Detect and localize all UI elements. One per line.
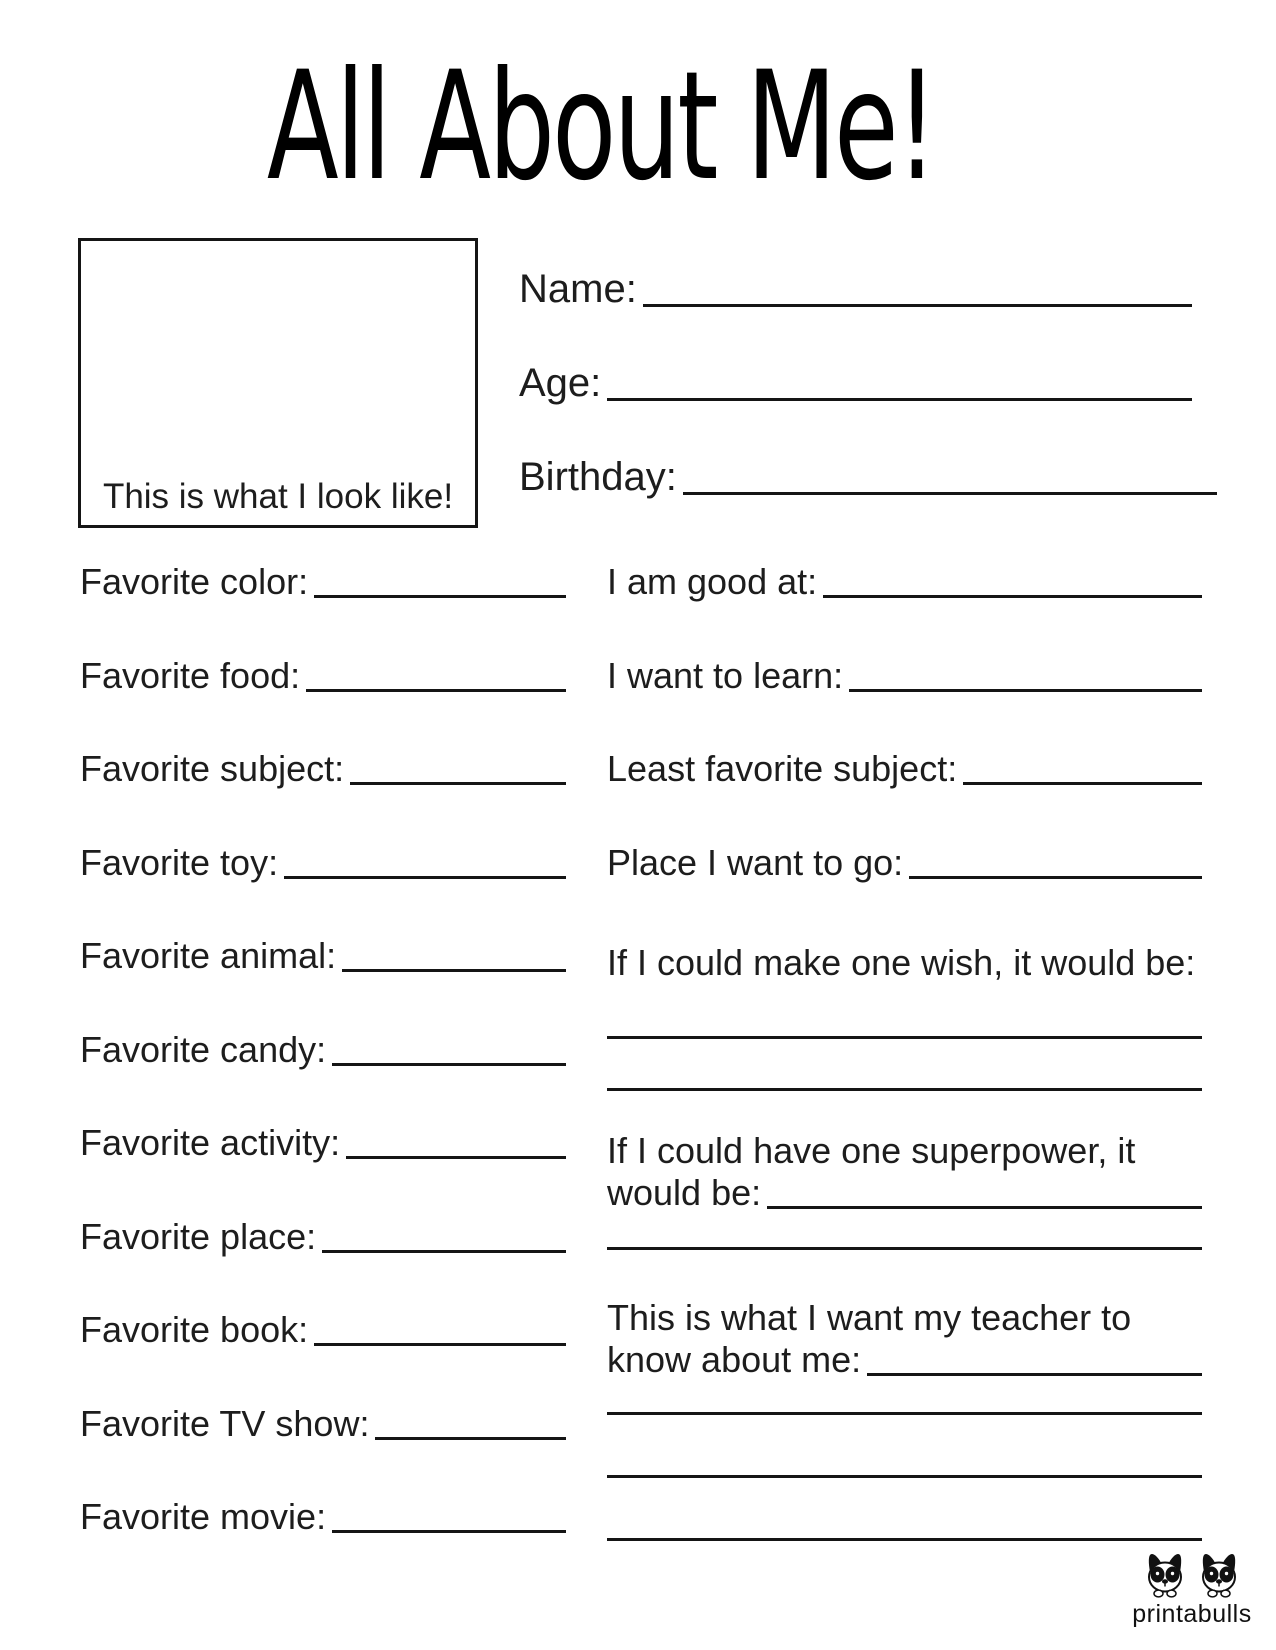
superpower-prompt	[607, 1130, 1202, 1214]
field-label: Favorite candy:	[80, 1028, 327, 1070]
write-in-line[interactable]	[350, 782, 566, 785]
form-field-row	[80, 931, 566, 977]
write-in-line[interactable]	[823, 595, 1202, 598]
form-field-row	[519, 452, 1217, 500]
write-in-line[interactable]	[643, 304, 1192, 307]
form-field-row	[80, 1025, 566, 1071]
field-label: Favorite movie:	[80, 1496, 327, 1537]
form-field-row	[519, 358, 1192, 406]
form-field-row	[607, 744, 1202, 790]
write-in-line[interactable]	[767, 1206, 1202, 1209]
superpower-answer-lines	[607, 1247, 1202, 1250]
write-in-line[interactable]	[607, 1475, 1202, 1478]
write-in-line[interactable]	[607, 1088, 1202, 1091]
write-in-line[interactable]	[314, 1343, 566, 1346]
field-label: Birthday:	[519, 455, 677, 499]
write-in-line[interactable]	[322, 1250, 566, 1253]
bulldogs-icon	[1142, 1546, 1242, 1600]
write-in-line[interactable]	[306, 689, 566, 692]
write-in-line[interactable]	[909, 876, 1202, 879]
identity-fields	[519, 264, 1192, 546]
field-label: Age:	[519, 361, 602, 405]
page-title: All About Me!	[266, 40, 936, 214]
form-field-row	[80, 651, 566, 697]
teacher-prompt-line2-row	[607, 1339, 1202, 1381]
field-label: Favorite book:	[80, 1309, 309, 1350]
write-in-line[interactable]	[284, 876, 566, 879]
form-field-row	[80, 1399, 566, 1445]
write-in-line[interactable]	[332, 1530, 566, 1533]
field-label: would be:	[607, 1172, 762, 1213]
teacher-prompt-line1: This is what I want my teacher to	[607, 1297, 1132, 1338]
logo-text: printabulls	[1132, 1600, 1252, 1628]
field-label: know about me:	[607, 1339, 862, 1380]
field-label: Name:	[519, 267, 637, 311]
write-in-line[interactable]	[963, 782, 1202, 785]
write-in-line[interactable]	[607, 398, 1192, 401]
printabulls-logo	[1122, 1546, 1262, 1627]
form-field-row	[80, 1212, 566, 1258]
form-field-row	[519, 264, 1192, 312]
form-field-row	[80, 838, 566, 884]
field-label: Favorite TV show:	[80, 1402, 370, 1444]
form-field-row	[80, 744, 566, 790]
write-in-line[interactable]	[314, 595, 566, 598]
field-label: Favorite activity:	[80, 1122, 341, 1163]
wish-prompt: If I could make one wish, it would be:	[607, 942, 1196, 983]
field-label: Favorite food:	[80, 654, 301, 696]
field-label: Favorite color:	[80, 561, 309, 602]
form-field-row	[607, 557, 1202, 603]
photo-box-caption: This is what I look like!	[102, 477, 454, 516]
favorites-column	[80, 557, 566, 1586]
form-field-row	[80, 1305, 566, 1351]
field-label: Favorite toy:	[80, 841, 279, 883]
form-field-row	[607, 651, 1202, 697]
write-in-line[interactable]	[867, 1373, 1202, 1376]
field-label: Favorite animal:	[80, 935, 337, 976]
form-field-row	[607, 838, 1202, 884]
write-in-line[interactable]	[607, 1412, 1202, 1415]
form-field-row	[80, 1492, 566, 1538]
write-in-line[interactable]	[346, 1156, 566, 1159]
wish-answer-lines	[607, 1036, 1202, 1091]
write-in-line[interactable]	[607, 1036, 1202, 1039]
field-label: I want to learn:	[607, 654, 844, 696]
field-label: Favorite place:	[80, 1215, 317, 1257]
write-in-line[interactable]	[607, 1538, 1202, 1541]
write-in-line[interactable]	[375, 1437, 566, 1440]
about-column	[607, 557, 1202, 931]
superpower-prompt-line1: If I could have one superpower, it	[607, 1130, 1136, 1171]
form-field-row	[80, 557, 566, 603]
teacher-answer-lines	[607, 1412, 1202, 1541]
write-in-line[interactable]	[342, 969, 566, 972]
field-label: I am good at:	[607, 561, 818, 602]
write-in-line[interactable]	[849, 689, 1202, 692]
superpower-prompt-line2-row	[607, 1172, 1202, 1214]
field-label: Place I want to go:	[607, 841, 904, 883]
field-label: Favorite subject:	[80, 748, 345, 789]
photo-box[interactable]	[78, 238, 478, 528]
teacher-prompt	[607, 1297, 1202, 1381]
write-in-line[interactable]	[332, 1063, 566, 1066]
write-in-line[interactable]	[607, 1247, 1202, 1250]
form-field-row	[80, 1118, 566, 1164]
write-in-line[interactable]	[683, 492, 1217, 495]
field-label: Least favorite subject:	[607, 748, 958, 789]
